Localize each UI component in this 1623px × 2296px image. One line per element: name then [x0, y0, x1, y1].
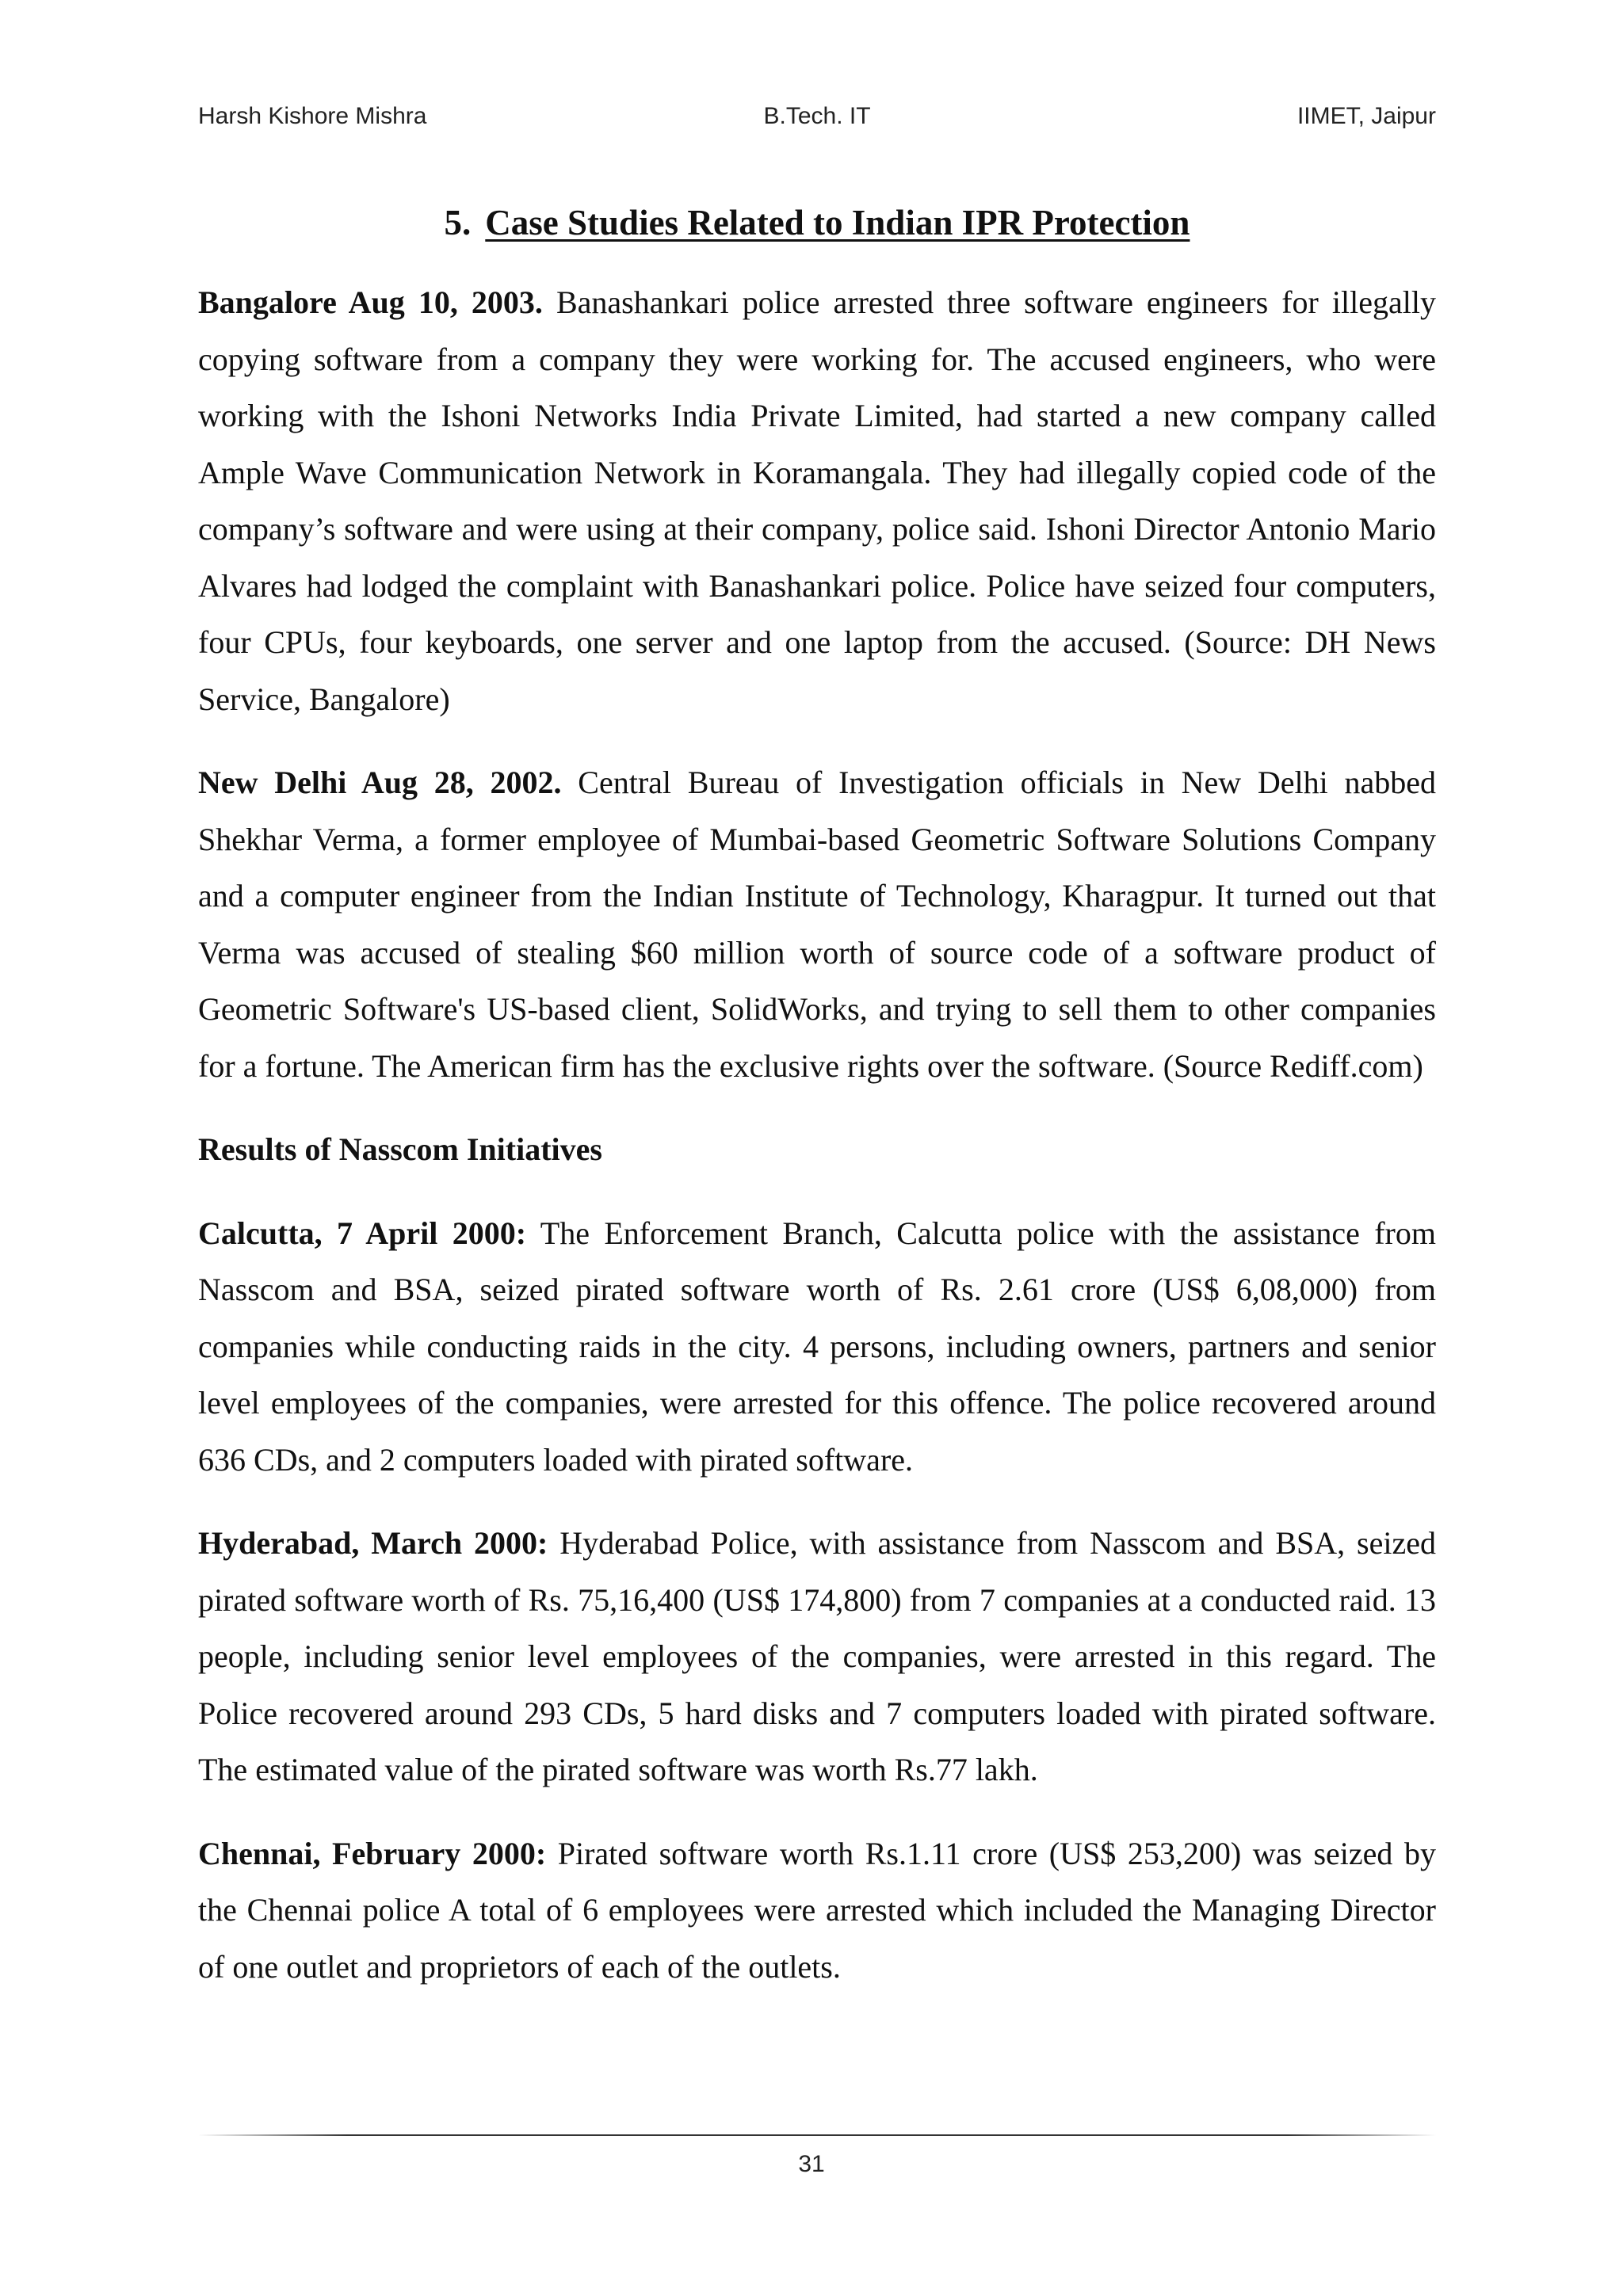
- case-body: Banashankari police arrested three software engineers for illegally copying software from a company they were working for. The accused engineers, who were working with the Ishoni Networks India Private Limited, had started a new company called Ample Wave Communication Network in Koramangala. They had illegally copied code of the company’s software and were using at their company, police said. Ishoni Director Antonio Mario Alvares had lodged the complaint with Banashankari police. Police have seized four computers, four CPUs, four keyboards, one server and one laptop from the accused. (Source: DH News Service, Bangalore): [198, 284, 1436, 717]
- header-institute: IIMET, Jaipur: [1296, 103, 1436, 129]
- header-course: B.Tech. IT: [763, 103, 871, 129]
- case-lead: Chennai, February 2000:: [198, 1835, 547, 1871]
- case-lead: Hyderabad, March 2000:: [198, 1525, 548, 1561]
- case-lead: Bangalore Aug 10, 2003.: [198, 284, 543, 320]
- case-lead: New Delhi Aug 28, 2002.: [198, 765, 562, 800]
- section-number: 5.: [444, 203, 472, 242]
- page-content: [198, 195, 1436, 2022]
- case-body: Hyderabad Police, with assistance from Nasscom and BSA, seized pirated software worth of Rs. 75,16,400 (US$ 174,800) from 7 companies at a conducted raid. 13 people, including senior level employees of the companies, were arrested in this regard. The Police recovered around 293 CDs, 5 hard disks and 7 computers loaded with pirated software. The estimated value of the pirated software was worth Rs.77 lakh.: [198, 1525, 1437, 1787]
- page-header: [198, 97, 1436, 136]
- case-calcutta: [198, 1205, 1436, 1489]
- case-hyderabad: [198, 1515, 1436, 1798]
- case-body: Pirated software worth Rs.1.11 crore (US$ 253,200) was seized by the Chennai police A total of 6 employees were arrested which included the Managing Director of one outlet and proprietors of each of the outlets.: [198, 1835, 1436, 1985]
- case-bangalore: [198, 274, 1436, 727]
- section-title-text: Case Studies Related to Indian IPR Protection: [485, 203, 1190, 242]
- case-chennai: [198, 1825, 1436, 1996]
- section-title: [198, 195, 1436, 250]
- header-author: Harsh Kishore Mishra: [198, 103, 427, 129]
- case-new-delhi: [198, 754, 1436, 1094]
- footer-divider: [198, 2134, 1436, 2136]
- case-body: Central Bureau of Investigation officials in New Delhi nabbed Shekhar Verma, a former employee of Mumbai-based Geometric Software Solutions Company and a computer engineer from the Indian Institute of Technology, Kharagpur. It turned out that Verma was accused of stealing $60 million worth of source code of a software product of Geometric Software's US-based client, SolidWorks, and trying to sell them to other companies for a fortune. The American firm has the exclusive rights over the software. (Source Rediff.com): [198, 765, 1436, 1084]
- case-body: The Enforcement Branch, Calcutta police with the assistance from Nasscom and BSA, seized pirated software worth of Rs. 2.61 crore (US$ 6,08,000) from companies while conducting raids in the city. 4 persons, including owners, partners and senior level employees of the companies, were arrested for this offence. The police recovered around 636 CDs, and 2 computers loaded with pirated software.: [198, 1215, 1436, 1478]
- subheading-nasscom: Results of Nasscom Initiatives: [198, 1131, 602, 1167]
- page-number: 31: [798, 2151, 825, 2177]
- case-lead: Calcutta, 7 April 2000:: [198, 1215, 527, 1251]
